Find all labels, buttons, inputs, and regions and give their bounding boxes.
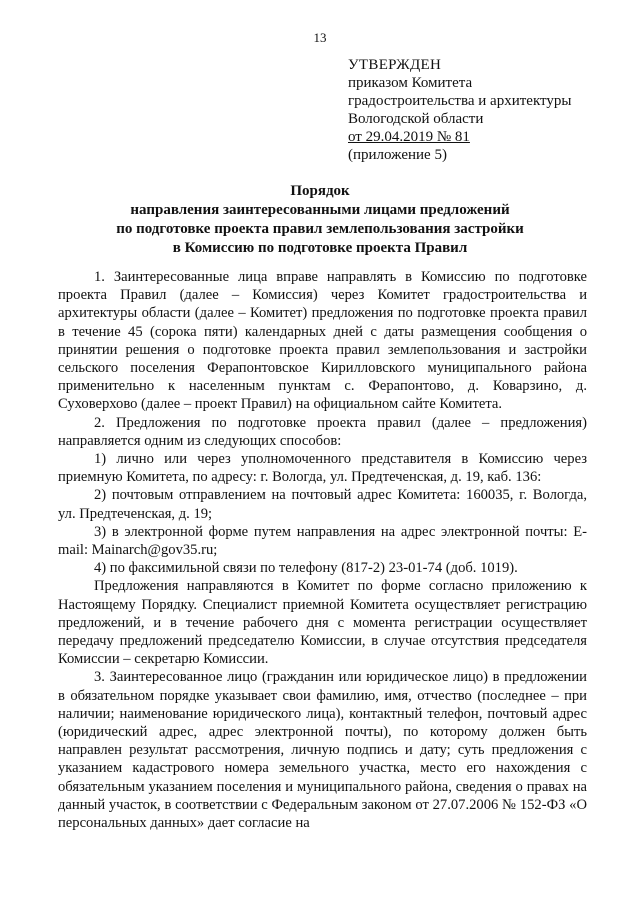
list-item-1: 1) лично или через уполномоченного представителя в Комиссию через приемную Комитета, по адресу: г. Вологда, ул. Предтеченская, д. 19, каб. 136: <box>58 451 587 486</box>
approval-line: приказом Комитета <box>348 75 473 91</box>
approval-appendix-note: (приложение 5) <box>348 147 447 163</box>
title-line: Порядок <box>290 183 350 199</box>
document-body <box>58 268 587 832</box>
list-item-4: 4) по факсимильной связи по телефону (817-2) 23-01-74 (доб. 1019). <box>94 560 518 577</box>
approval-order-date: от 29.04.2019 № 81 <box>348 129 470 145</box>
page-number: 13 <box>313 30 327 45</box>
approval-line: Вологодской области <box>348 111 484 127</box>
list-item-3: 3) в электронной форме путем направления на адрес электронной почты: E-mail: Mainarch@gov35.ru; <box>58 523 587 559</box>
approval-heading: УТВЕРЖДЕН <box>348 57 442 73</box>
title-line: направления заинтересованными лицами предложений <box>130 202 510 218</box>
list-item-2: 2) почтовым отправлением на почтовый адрес Комитета: 160035, г. Вологда, ул. Предтеченская, д. 19; <box>58 487 587 522</box>
paragraph-submission: Предложения направляются в Комитет по форме согласно приложению к Настоящему Порядку. Специалист приемной Комитета осуществляет регистрацию предложений, и в течение рабочего дня с момента регистрации осуществляет передачу предложений председателю Комиссии, в случае отсутствия председателя Комиссии – секретарю Комиссии. <box>58 578 587 668</box>
paragraph-3: 3. Заинтересованное лицо (гражданин или юридическое лицо) в предложении в обязательном порядке указывает свои фамилию, имя, отчество (последнее – при наличии; наименование юридического лица), контактный телефон, почтовый адрес (юридический адрес, адрес электронной почты), по которому должен быть направлен результат рассмотрения, личную подпись и дату; суть предложения с указанием кадастрового номера земельного участка, место его нахождения с обязательным указанием поселения и муниципального района, сведения о правах на данный участок, в соответствии с Федеральным законом от 27.07.2006 № 152-ФЗ «О персональных данных» дает согласие на <box>58 669 587 832</box>
title-line: в Комиссию по подготовке проекта Правил <box>172 240 468 256</box>
title-line: по подготовке проекта правил землепользования застройки <box>116 221 524 237</box>
paragraph-1: 1. Заинтересованные лица вправе направлять в Комиссию по подготовке проекта Правил (далее – Комиссия) через Комитет градостроительства и архитектуры области (далее – Комитет) предложения по подготовке проекта правил в течение 45 (сорока пяти) календарных дней с даты размещения сообщения о принятии решения о подготовке проекта правил землепользования и застройки сельского поселения Ферапонтовское Кирилловского муниципального района применительно к населенным пунктам с. Ферапонтово, д. Коварзино, д. Суховерхово (далее – проект Правил) на официальном сайте Комитета. <box>58 269 587 413</box>
approval-block <box>348 56 571 164</box>
document-title <box>60 182 580 258</box>
approval-line: градостроительства и архитектуры <box>348 93 572 109</box>
paragraph-2: 2. Предложения по подготовке проекта правил (далее – предложения) направляется одним из следующих способов: <box>58 414 587 449</box>
